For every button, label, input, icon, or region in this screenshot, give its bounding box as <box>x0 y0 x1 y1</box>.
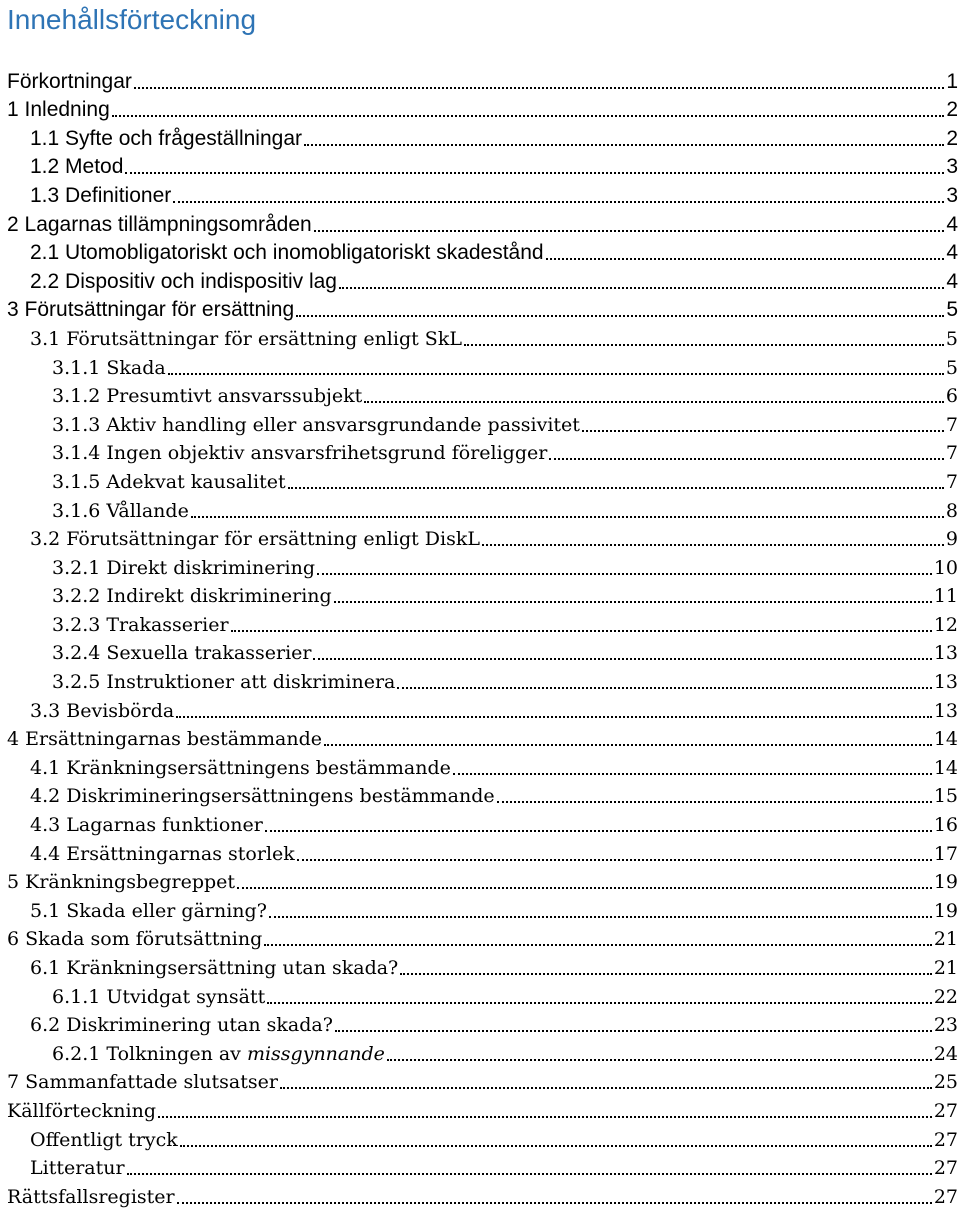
toc-entry-text: 1.1 Syfte och frågeställningar <box>30 126 302 150</box>
toc-entry-3[interactable] <box>0 296 960 325</box>
toc-entry-2[interactable] <box>0 210 960 239</box>
toc-entry-6-2-1[interactable] <box>0 1039 960 1068</box>
toc-entry-2-1[interactable] <box>0 239 960 268</box>
toc-page-number: 16 <box>933 814 958 837</box>
toc-entry-text: 3.1.1 Skada <box>52 356 166 379</box>
toc-page-number: 13 <box>933 699 958 722</box>
dot-leader <box>127 1173 932 1175</box>
toc-entry-3-1-2[interactable] <box>0 382 960 411</box>
toc-entry-3-2-1[interactable] <box>0 553 960 582</box>
toc-page-number: 5 <box>945 356 958 379</box>
dot-leader <box>464 344 944 346</box>
toc-page-number: 13 <box>933 671 958 694</box>
toc-entry-text: 3.1.4 Ingen objektiv ansvarsfrihetsgrund föreligger <box>52 442 548 465</box>
toc-entry-text: 3.2.5 Instruktioner att diskriminera <box>52 671 396 694</box>
toc-entry-kallforteckning[interactable] <box>0 1096 960 1125</box>
toc-entry-6-2[interactable] <box>0 1011 960 1040</box>
toc-page-number: 7 <box>945 470 958 493</box>
toc-entry-4-1[interactable] <box>0 753 960 782</box>
toc-entry-text: 4.3 Lagarnas funktioner <box>30 814 263 837</box>
toc-page-number: 5 <box>945 327 958 350</box>
dot-leader <box>173 201 944 203</box>
toc-entry-text: 3.2.2 Indirekt diskriminering <box>52 585 332 608</box>
toc-page-number: 7 <box>945 413 958 436</box>
toc-entry-text: 4 Ersättningarnas bestämmande <box>7 728 323 751</box>
dot-leader <box>191 516 944 518</box>
toc-page-number: 12 <box>933 613 958 636</box>
toc-page-number: 21 <box>933 928 958 951</box>
toc-entry-text <box>52 1042 385 1066</box>
toc-page-number: 14 <box>933 756 958 779</box>
toc-entry-3-2-4[interactable] <box>0 639 960 668</box>
toc-entry-1-1[interactable] <box>0 124 960 153</box>
toc-entry-text: 3.2 Förutsättningar för ersättning enligt DiskL <box>30 528 480 551</box>
toc-page-number: 4 <box>946 269 958 293</box>
dot-leader <box>400 973 932 975</box>
toc-page-number: 21 <box>933 957 958 979</box>
toc-entry-1-3[interactable] <box>0 181 960 210</box>
dot-leader <box>387 1059 932 1061</box>
page-title: Innehållsförteckning <box>7 4 257 35</box>
dot-leader <box>334 601 932 603</box>
toc-entry-text: Offentligt tryck <box>30 1128 178 1151</box>
toc-entry-4-2[interactable] <box>0 782 960 811</box>
dot-leader <box>482 544 944 546</box>
toc-entry-text: 3.3 Bevisbörda <box>30 699 175 722</box>
toc-entry-text: 7 Sammanfattade slutsatser <box>7 1071 278 1094</box>
dot-leader <box>314 230 945 232</box>
toc-entry-3-1[interactable] <box>0 324 960 353</box>
toc-entry-text: 4.2 Diskrimineringsersättningens bestämmande <box>30 785 495 808</box>
toc-entry-text: 3.1 Förutsättningar för ersättning enligt SkL <box>30 327 462 350</box>
toc-entry-text: 6.1.1 Utvidgat synsätt <box>52 985 266 1008</box>
toc-entry-rattsfallsregister[interactable] <box>0 1182 960 1211</box>
toc-entry-6-1[interactable] <box>0 953 960 982</box>
dot-leader <box>549 458 944 460</box>
toc-entry-text: 6 Skada som förutsättning <box>7 928 263 951</box>
toc-entry-3-1-6[interactable] <box>0 496 960 525</box>
dot-leader <box>264 944 932 946</box>
toc-entry-text: 6.2 Diskriminering utan skada? <box>30 1014 333 1037</box>
toc-entry-offentligt-tryck[interactable] <box>0 1125 960 1154</box>
toc-entry-text: 3.1.5 Adekvat kausalitet <box>52 470 286 493</box>
toc-entry-3-2-3[interactable] <box>0 610 960 639</box>
toc-entry-text: 3.2.4 Sexuella trakasserier <box>52 642 312 665</box>
dot-leader <box>158 1116 932 1118</box>
table-of-contents <box>0 67 960 1211</box>
dot-leader <box>237 887 932 889</box>
dot-leader <box>168 373 944 375</box>
toc-page-number: 7 <box>945 442 958 465</box>
toc-entry-2-2[interactable] <box>0 267 960 296</box>
dot-leader <box>125 172 944 174</box>
toc-page-number: 2 <box>946 98 958 122</box>
dot-leader <box>453 773 932 775</box>
toc-entry-text: 6.1 Kränkningsersättning utan skada? <box>30 957 399 979</box>
toc-page-number: 19 <box>933 899 958 922</box>
toc-page-number: 2 <box>946 126 958 150</box>
toc-entry-litteratur[interactable] <box>0 1154 960 1183</box>
toc-entry-3-2-2[interactable] <box>0 582 960 611</box>
toc-entry-1-2[interactable] <box>0 153 960 182</box>
toc-entry-text: 1.3 Definitioner <box>30 183 172 207</box>
toc-entry-text: Litteratur <box>30 1157 125 1180</box>
dot-leader <box>231 630 932 632</box>
dot-leader <box>176 716 932 718</box>
toc-page-number: 6 <box>945 385 958 408</box>
toc-entry-text: 3 Förutsättningar för ersättning <box>7 298 295 322</box>
toc-entry-7[interactable] <box>0 1068 960 1097</box>
toc-entry-text: Förkortningar <box>7 69 132 93</box>
toc-entry-text: 3.1.6 Vållande <box>52 499 189 522</box>
toc-entry-4-4[interactable] <box>0 839 960 868</box>
toc-page-number: 27 <box>933 1185 958 1208</box>
toc-entry-text-emphasis: missgynnande <box>246 1042 385 1065</box>
toc-page-number: 27 <box>933 1128 958 1151</box>
toc-page-number: 3 <box>946 183 958 207</box>
dot-leader <box>177 1202 932 1204</box>
toc-page-number: 13 <box>933 642 958 665</box>
dot-leader <box>546 258 945 260</box>
toc-entry-text: 1 Inledning <box>7 98 110 122</box>
toc-page-number: 19 <box>933 871 958 894</box>
dot-leader <box>297 859 932 861</box>
toc-page-number: 11 <box>933 585 958 608</box>
toc-entry-text: 5.1 Skada eller gärning? <box>30 899 267 922</box>
dot-leader <box>288 487 944 489</box>
toc-entry-forkortningar[interactable] <box>0 67 960 96</box>
toc-entry-text: Källförteckning <box>7 1099 156 1122</box>
toc-entry-5-1[interactable] <box>0 896 960 925</box>
toc-entry-text: 3.1.3 Aktiv handling eller ansvarsgrundande passivitet <box>52 413 580 436</box>
toc-entry-3-1-1[interactable] <box>0 353 960 382</box>
toc-entry-3-1-4[interactable] <box>0 439 960 468</box>
toc-page-number: 4 <box>946 241 958 265</box>
toc-page-number: 5 <box>946 298 958 322</box>
toc-entry-text-prefix: 6.2.1 Tolkningen av <box>52 1042 247 1065</box>
dot-leader <box>112 115 945 117</box>
toc-entry-text: 2 Lagarnas tillämpningsområden <box>7 212 312 236</box>
toc-entry-text: 5 Kränkningsbegreppet <box>7 871 236 894</box>
dot-leader <box>269 916 932 918</box>
toc-entry-text: 4.1 Kränkningsersättningens bestämmande <box>30 756 451 779</box>
toc-page-number: 9 <box>945 528 958 551</box>
dot-leader <box>313 658 931 660</box>
toc-page-number: 27 <box>933 1157 958 1180</box>
dot-leader <box>296 315 944 317</box>
toc-entry-3-1-5[interactable] <box>0 467 960 496</box>
dot-leader <box>134 87 944 89</box>
toc-entry-text: 2.2 Dispositiv och indispositiv lag <box>30 269 337 293</box>
dot-leader <box>582 430 944 432</box>
toc-entry-text: 1.2 Metod <box>30 155 124 179</box>
toc-page-number: 8 <box>945 499 958 522</box>
toc-page-number: 22 <box>933 985 958 1008</box>
toc-entry-4[interactable] <box>0 725 960 754</box>
dot-leader <box>267 1002 932 1004</box>
dot-leader <box>339 287 944 289</box>
toc-entry-4-3[interactable] <box>0 810 960 839</box>
dot-leader <box>180 1145 932 1147</box>
dot-leader <box>280 1087 932 1089</box>
toc-page-number: 4 <box>946 212 958 236</box>
dot-leader <box>364 401 944 403</box>
dot-leader <box>304 144 944 146</box>
toc-entry-6[interactable] <box>0 925 960 954</box>
toc-page-number: 14 <box>933 728 958 751</box>
toc-page-number: 25 <box>933 1071 958 1094</box>
toc-entry-1[interactable] <box>0 96 960 125</box>
toc-entry-3-2[interactable] <box>0 525 960 554</box>
toc-entry-3-1-3[interactable] <box>0 410 960 439</box>
toc-page-number: 17 <box>933 842 958 865</box>
toc-entry-text: 3.1.2 Presumtivt ansvarssubjekt <box>52 385 363 408</box>
toc-page-number: 1 <box>946 69 958 93</box>
toc-entry-text: 2.1 Utomobligatoriskt och inomobligatoriskt skadestånd <box>30 241 544 265</box>
toc-entry-text: 3.2.3 Trakasserier <box>52 613 229 636</box>
toc-page-number: 23 <box>933 1014 958 1037</box>
toc-entry-5[interactable] <box>0 868 960 897</box>
dot-leader <box>497 801 932 803</box>
toc-entry-text: 4.4 Ersättningarnas storlek <box>30 842 295 865</box>
dot-leader <box>324 744 932 746</box>
dot-leader <box>335 1030 932 1032</box>
toc-page-number: 10 <box>933 556 958 579</box>
toc-entry-6-1-1[interactable] <box>0 982 960 1011</box>
dot-leader <box>317 573 932 575</box>
toc-entry-text: 3.2.1 Direkt diskriminering <box>52 556 316 579</box>
toc-page-number: 24 <box>933 1042 958 1065</box>
toc-entry-3-2-5[interactable] <box>0 667 960 696</box>
toc-entry-3-3[interactable] <box>0 696 960 725</box>
dot-leader <box>397 687 931 689</box>
toc-page-number: 15 <box>933 785 958 808</box>
dot-leader <box>265 830 932 832</box>
toc-entry-text: Rättsfallsregister <box>7 1185 175 1208</box>
toc-page-number: 3 <box>946 155 958 179</box>
toc-page-number: 27 <box>933 1099 958 1122</box>
